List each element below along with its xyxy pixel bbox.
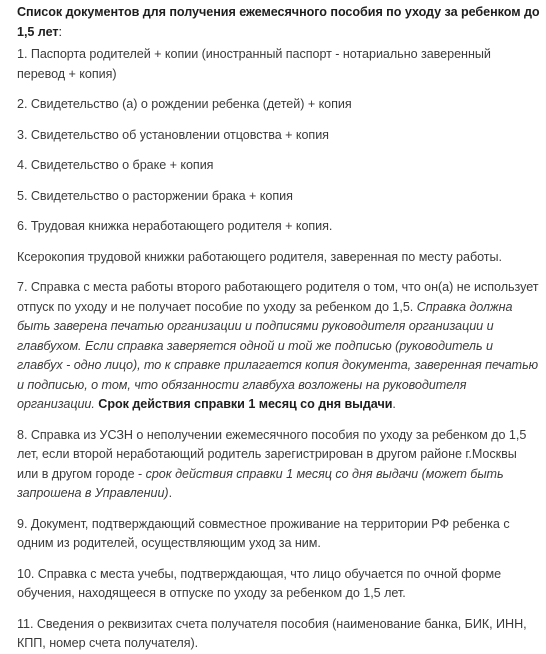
- list-item-6: 6. Трудовая книжка неработающего родителя + копия.: [17, 219, 333, 233]
- list-item-8-end: .: [168, 486, 173, 500]
- list-item-7-text: 7. Справка с места работы второго работающего родителя о том, что он(а) не использует отпуск по уходу и не получает пособие по уходу за ребенком до 1,5.: [17, 280, 539, 314]
- document-title: [17, 3, 540, 42]
- list-item-5: 5. Свидетельство о расторжении брака + копия: [17, 188, 293, 203]
- list-item-7-end: .: [392, 397, 396, 411]
- list-item-2: 2. Свидетельство (а) о рождении ребенка (детей) + копия: [17, 97, 352, 111]
- list-item-9: 9. Документ, подтверждающий совместное проживание на территории РФ ребенка с одним из родителей, осуществляющим уход за ним.: [17, 516, 510, 550]
- list-item-8: [17, 426, 540, 504]
- list-item-11: 11. Сведения о реквизитах счета получателя пособия (наименование банка, БИК, ИНН, КПП, номер счета получателя).: [17, 616, 527, 650]
- list-item-8-italic-note: срок действия справки 1 месяц со дня выдачи (может быть запрошена в Управлении): [17, 466, 504, 500]
- document-title-colon: :: [58, 24, 62, 39]
- document-title-text: Список документов для получения ежемесячного пособия по уходу за ребенком до 1,5 лет: [17, 5, 540, 39]
- list-item-6-note: Ксерокопия трудовой книжки работающего родителя, заверенная по месту работы.: [17, 249, 502, 264]
- list-item-1: 1. Паспорта родителей + копии (иностранный паспорт - нотариально заверенный перевод + копия): [17, 47, 491, 81]
- list-item-7: [17, 278, 540, 415]
- list-item-3: 3. Свидетельство об установлении отцовства + копия: [17, 127, 329, 142]
- list-item-8-text: 8. Справка из УСЗН о неполучении ежемесячного пособия по уходу за ребенком до 1,5 лет, если второй неработающий родитель зарегистрирован в другом районе г.Москвы или в другом городе -: [17, 427, 527, 481]
- list-item-4: 4. Свидетельство о браке + копия: [17, 158, 214, 172]
- list-item-7-italic-note: Справка должна быть заверена печатью организации и подписями руководителя организации и главбухом. Если справка заверяется одной и той же подписью (руководитель и главбух - одно лицо), то к справке прилагается копия документа, заверенная печатью и подписью, о том, что обязанности главбуха возложены на руководителя организации.: [17, 299, 539, 411]
- list-item-7-validity: Срок действия справки 1 месяц со дня выдачи: [98, 397, 393, 411]
- list-item-10: 10. Справка с места учебы, подтверждающая, что лицо обучается по очной форме обучения, находящееся в отпуске по уходу за ребенком до 1,5 лет.: [17, 566, 502, 600]
